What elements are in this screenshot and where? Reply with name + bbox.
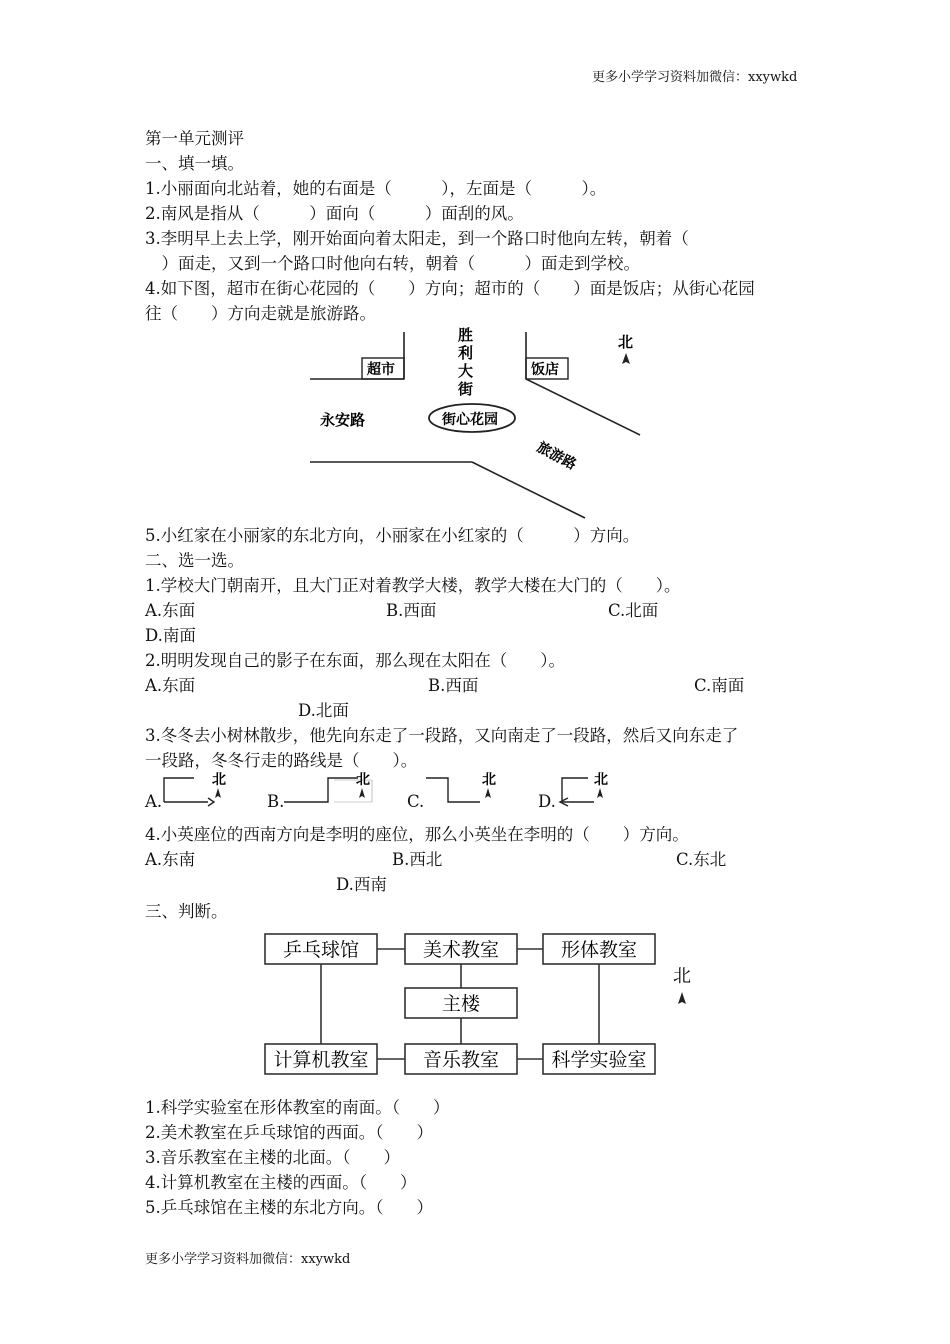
route-a-north-arrow-icon	[215, 788, 221, 798]
s1-q2: 2.南风是指从（ ）面向（ ）面刮的风。	[145, 204, 524, 223]
street-label-2: 利	[458, 344, 474, 362]
s2-q2-option-a: A.东面	[145, 676, 196, 695]
s1-q3-line2: ）面走，又到一个路口时他向右转，朝着（ ）面走到学校。	[145, 254, 640, 273]
street-label-1: 胜	[458, 326, 474, 344]
s2-q1-option-c: C.北面	[608, 601, 659, 620]
computer-label: 计算机教室	[273, 1049, 369, 1071]
route-d-north-arrow-icon	[597, 788, 603, 798]
gym-label: 形体教室	[560, 939, 638, 961]
s3-item-3: 3.音乐教室在主楼的北面。（ ）	[145, 1148, 400, 1167]
map-north-label: 北	[618, 333, 634, 351]
garden-label: 街心花园	[442, 412, 498, 428]
route-c-north-arrow-icon	[485, 788, 491, 798]
s3-item-2: 2.美术教室在乒乓球馆的西面。（ ）	[145, 1123, 433, 1142]
restaurant-label: 饭店	[531, 362, 559, 378]
s2-q4-option-c: C.东北	[676, 850, 727, 869]
s1-q3-line1: 3.李明早上去上学，刚开始面向着太阳走，到一个路口时他向左转，朝着（	[145, 229, 689, 248]
section3-heading: 三、判断。	[145, 902, 228, 921]
s2-q3-line1: 3.冬冬去小树林散步，他先向东走了一段路，又向南走了一段路，然后又向东走了	[145, 726, 739, 745]
s2-q4-option-d: D.西南	[336, 875, 387, 894]
s2-q3-option-d: D.	[538, 792, 556, 811]
diagram-north-arrow-icon	[678, 992, 686, 1004]
main-building-label: 主楼	[441, 993, 481, 1015]
map-north-arrow-icon	[622, 353, 630, 364]
s1-q4-line1: 4.如下图，超市在街心花园的（ ）方向；超市的（ ）面是饭店；从街心花园	[145, 279, 755, 298]
footer-note: 更多小学学习资料加微信：xxywkd	[145, 1252, 351, 1267]
s2-q2-option-d: D.北面	[298, 701, 349, 720]
route-c-north: 北	[482, 772, 496, 788]
s1-q1: 1.小丽面向北站着，她的右面是（ ），左面是（ ）。	[145, 179, 607, 198]
music-label: 音乐教室	[422, 1049, 500, 1071]
s2-q3-line2: 一段路，冬冬行走的路线是（ ）。	[145, 751, 418, 770]
tour-road-label: 旅游路	[534, 439, 579, 474]
s2-q4-option-a: A.东南	[145, 850, 196, 869]
route-b-north-arrow-icon	[359, 788, 365, 798]
route-a-north: 北	[212, 772, 226, 788]
s1-q5: 5.小红家在小丽家的东北方向，小丽家在小红家的（ ）方向。	[145, 526, 640, 545]
s2-q2-option-b: B.西面	[428, 676, 479, 695]
road-left-label: 永安路	[320, 411, 366, 429]
s2-q3-option-a: A.	[145, 792, 163, 811]
s2-q1-option-a: A.东面	[145, 601, 196, 620]
s2-q1-option-b: B.西面	[386, 601, 437, 620]
s2-q3-option-c: C.	[407, 792, 425, 811]
supermarket-label: 超市	[367, 362, 395, 378]
street-label-4: 街	[458, 380, 474, 398]
route-d-north: 北	[594, 772, 608, 788]
page-title: 第一单元测评	[145, 129, 244, 148]
header-note: 更多小学学习资料加微信：xxywkd	[592, 70, 798, 85]
art-label: 美术教室	[422, 939, 500, 961]
street-label-3: 大	[458, 362, 474, 380]
street-map	[300, 322, 660, 522]
s2-q1: 1.学校大门朝南开，且大门正对着教学大楼，教学大楼在大门的（ ）。	[145, 576, 681, 595]
s1-q4-line2: 往（ ）方向走就是旅游路。	[145, 304, 376, 323]
pingpong-label: 乒乓球馆	[282, 939, 360, 961]
campus-diagram	[255, 928, 705, 1078]
s2-q1-option-d: D.南面	[145, 626, 196, 645]
s2-q2-option-c: C.南面	[694, 676, 745, 695]
science-label: 科学实验室	[551, 1049, 647, 1071]
s2-q4-option-b: B.西北	[392, 850, 443, 869]
s3-item-5: 5.乒乓球馆在主楼的东北方向。（ ）	[145, 1198, 433, 1217]
s3-item-1: 1.科学实验室在形体教室的南面。（ ）	[145, 1098, 450, 1117]
section2-heading: 二、选一选。	[145, 551, 244, 570]
route-options	[150, 766, 620, 810]
s2-q4: 4.小英座位的西南方向是李明的座位，那么小英坐在李明的（ ）方向。	[145, 825, 689, 844]
route-b-north: 北	[356, 772, 370, 788]
s2-q2: 2.明明发现自己的影子在东面，那么现在太阳在（ ）。	[145, 651, 565, 670]
s2-q3-option-b: B.	[267, 792, 285, 811]
section1-heading: 一、填一填。	[145, 154, 244, 173]
s3-item-4: 4.计算机教室在主楼的西面。（ ）	[145, 1173, 417, 1192]
diagram-north-label: 北	[673, 966, 691, 987]
